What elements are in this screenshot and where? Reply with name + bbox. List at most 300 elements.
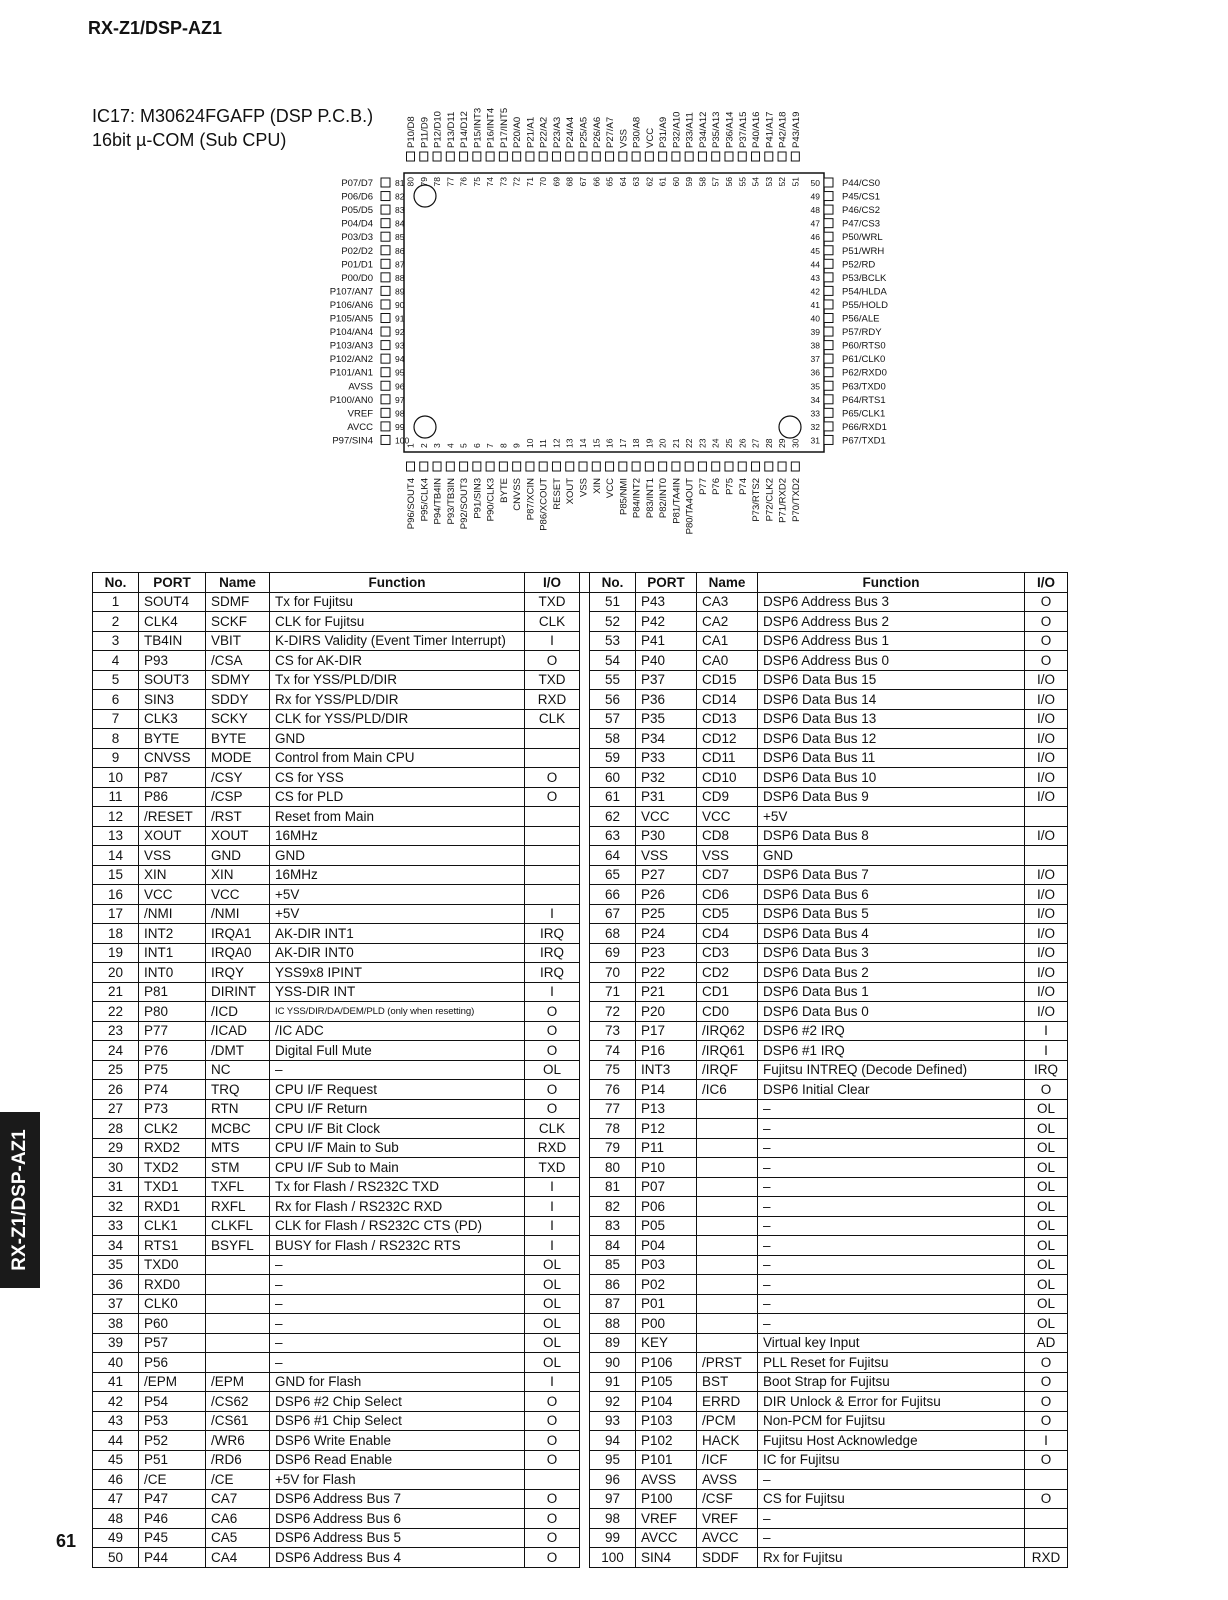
pin-pad <box>592 462 600 471</box>
pin-io: I/O <box>1025 787 1068 807</box>
pin-name: /NMI <box>206 904 270 924</box>
pin-name <box>206 1275 270 1295</box>
pin-pad <box>824 192 833 201</box>
pin-number: 55 <box>590 670 636 690</box>
pin-function: DSP6 Data Bus 9 <box>758 787 1025 807</box>
col-header-function: Function <box>270 573 525 593</box>
pin-number: 44 <box>810 259 820 270</box>
pin-function: CPU I/F Request <box>270 1080 525 1100</box>
pin-number: 63 <box>631 177 642 187</box>
pin-function: – <box>758 1158 1025 1178</box>
pin-io: I <box>525 904 580 924</box>
pin-number: 50 <box>810 178 820 188</box>
pin-io: OL <box>1025 1197 1068 1217</box>
pin-function: DSP6 Address Bus 2 <box>758 612 1025 632</box>
pin-pad <box>420 462 428 471</box>
table-row <box>93 1138 1068 1158</box>
pin-number: 62 <box>590 807 636 827</box>
pin-io: O <box>1025 1392 1068 1412</box>
pin-pad <box>592 152 600 161</box>
pin-number: 18 <box>93 924 139 944</box>
table-row <box>93 651 1068 671</box>
pin-name: VCC <box>206 885 270 905</box>
pin-name: CD10 <box>697 768 758 788</box>
pin-name: CA1 <box>697 631 758 651</box>
pin-port: P01 <box>636 1294 697 1314</box>
table-row <box>93 1197 1068 1217</box>
pin-name: CD0 <box>697 1002 758 1022</box>
pin-number: 94 <box>590 1431 636 1451</box>
pin-label-top: P36/A14 <box>724 111 736 148</box>
pin-number: 15 <box>93 865 139 885</box>
pin-name: CD12 <box>697 729 758 749</box>
pin-io: I/O <box>1025 748 1068 768</box>
table-row <box>93 1431 1068 1451</box>
pin-number: 53 <box>763 177 774 187</box>
pin-label-bottom: P76 <box>711 478 723 495</box>
pin-pad <box>632 462 640 471</box>
pin-number: 59 <box>684 177 695 187</box>
pin-io: IRQ <box>1025 1060 1068 1080</box>
pin-io: RXD <box>1025 1548 1068 1568</box>
pin-function-table <box>92 572 1068 1568</box>
pin-number: 39 <box>93 1333 139 1353</box>
pin-name <box>697 1177 758 1197</box>
pin-io: IRQ <box>525 924 580 944</box>
pin-function: CLK for YSS/PLD/DIR <box>270 709 525 729</box>
column-gap <box>580 670 590 690</box>
pin-pad <box>526 152 534 161</box>
pin-io: I <box>525 1197 580 1217</box>
pin-function: GND <box>758 846 1025 866</box>
pin-port: AVSS <box>636 1470 697 1490</box>
pin-number: 61 <box>657 177 668 187</box>
pin-number: 5 <box>458 443 469 448</box>
pin-function: CS for PLD <box>270 787 525 807</box>
pin-function: +5V <box>758 807 1025 827</box>
pin-name: CA3 <box>697 592 758 612</box>
pin-port: P43 <box>636 592 697 612</box>
pin-port: P10 <box>636 1158 697 1178</box>
pin-pad <box>824 286 833 295</box>
pin-label-left: P04/D4 <box>341 218 373 230</box>
pin-label-top: P43/A19 <box>790 111 802 148</box>
pin-number: 70 <box>538 177 549 187</box>
table-row <box>93 885 1068 905</box>
pin-label-top: VCC <box>644 127 656 148</box>
pin-name: /RD6 <box>206 1450 270 1470</box>
pin-label-left: P103/AN3 <box>329 340 373 352</box>
pin-label-bottom: P83/INT1 <box>644 478 656 519</box>
pin-number: 18 <box>631 438 642 448</box>
pin-name <box>697 1275 758 1295</box>
pin-number: 8 <box>498 443 509 448</box>
pin-function: DSP6 Data Bus 8 <box>758 826 1025 846</box>
pin-io: I <box>525 1177 580 1197</box>
col-header-io: I/O <box>525 573 580 593</box>
table-header-row <box>93 573 1068 593</box>
pin-number: 96 <box>590 1470 636 1490</box>
pin-name: /EPM <box>206 1372 270 1392</box>
pin-port: SIN4 <box>636 1548 697 1568</box>
pin-label-top: P25/A5 <box>578 116 590 148</box>
pin-port: CLK0 <box>139 1294 206 1314</box>
pin-label-left: P102/AN2 <box>329 354 373 366</box>
pin-function: +5V <box>270 904 525 924</box>
pin-name: CD9 <box>697 787 758 807</box>
pin-name: MODE <box>206 748 270 768</box>
pin-pad <box>381 354 390 363</box>
pin-pad <box>738 462 746 471</box>
table-row <box>93 865 1068 885</box>
pin-io: O <box>525 1431 580 1451</box>
pin-function: CS for YSS <box>270 768 525 788</box>
column-gap <box>580 1411 590 1431</box>
table-row <box>93 748 1068 768</box>
pin-number: 37 <box>810 354 820 365</box>
pin-label-bottom: P77 <box>697 478 709 495</box>
pin-pad <box>381 205 390 214</box>
pin-port: VCC <box>139 885 206 905</box>
pin-number: 93 <box>395 340 405 351</box>
pin-io: OL <box>1025 1314 1068 1334</box>
pin-number: 64 <box>617 177 628 187</box>
pin-name <box>697 1216 758 1236</box>
pin-number: 47 <box>810 218 820 229</box>
pin-port: P103 <box>636 1411 697 1431</box>
pin-name: /WR6 <box>206 1431 270 1451</box>
pin-label-right: P53/BCLK <box>842 272 887 284</box>
pin-function: CLK for Flash / RS232C CTS (PD) <box>270 1216 525 1236</box>
table-row <box>93 982 1068 1002</box>
pin-function: /IC ADC <box>270 1021 525 1041</box>
pin-label-right: P44/CS0 <box>842 178 881 189</box>
pin-pad <box>499 462 507 471</box>
pin-io: I/O <box>1025 963 1068 983</box>
pin-port: P25 <box>636 904 697 924</box>
pin-function: Control from Main CPU <box>270 748 525 768</box>
pin-name: CD14 <box>697 690 758 710</box>
pin-number: 63 <box>590 826 636 846</box>
pin-function: Rx for YSS/PLD/DIR <box>270 690 525 710</box>
pin-function: DSP6 Data Bus 2 <box>758 963 1025 983</box>
column-gap <box>580 1060 590 1080</box>
pin-name: BYTE <box>206 729 270 749</box>
pin-io: OL <box>525 1255 580 1275</box>
pin-label-top: VSS <box>618 128 630 148</box>
table-row <box>93 1392 1068 1412</box>
pin-number: 23 <box>93 1021 139 1041</box>
pin-pad <box>381 192 390 201</box>
table-row <box>93 1177 1068 1197</box>
col-header-no: No. <box>590 573 636 593</box>
column-gap <box>580 846 590 866</box>
pin-number: 93 <box>590 1411 636 1431</box>
pin-pad <box>566 152 574 161</box>
pin-io: O <box>1025 1489 1068 1509</box>
pin-number: 94 <box>395 354 405 365</box>
pin-label-top: P12/D10 <box>432 111 444 148</box>
pin-name: /RST <box>206 807 270 827</box>
pin-label-bottom: BYTE <box>498 478 510 503</box>
pin-number: 92 <box>590 1392 636 1412</box>
pin-function: DSP6 Data Bus 3 <box>758 943 1025 963</box>
pin-label-bottom: P91/SIN3 <box>472 478 484 519</box>
pin-io: O <box>525 1099 580 1119</box>
pin-number: 51 <box>790 177 801 187</box>
pin-name: SDMY <box>206 670 270 690</box>
column-gap <box>580 1002 590 1022</box>
pin-name: NC <box>206 1060 270 1080</box>
pin-function: Tx for Flash / RS232C TXD <box>270 1177 525 1197</box>
pin-number: 56 <box>723 177 734 187</box>
pin-io <box>1025 1509 1068 1529</box>
pin-number: 73 <box>498 177 509 187</box>
pin-io: I <box>525 1216 580 1236</box>
pin-name: ERRD <box>697 1392 758 1412</box>
table-row <box>93 1236 1068 1256</box>
pin-function: CPU I/F Sub to Main <box>270 1158 525 1178</box>
pin-io: I/O <box>1025 729 1068 749</box>
pin-port: P11 <box>636 1138 697 1158</box>
pin-name: /CS62 <box>206 1392 270 1412</box>
pin-port: P56 <box>139 1353 206 1373</box>
pin-number: 40 <box>810 313 820 324</box>
table-row <box>93 1002 1068 1022</box>
pin-number: 80 <box>590 1158 636 1178</box>
pin-function: Tx for YSS/PLD/DIR <box>270 670 525 690</box>
table-body <box>93 592 1068 1567</box>
pin-function: DSP6 Data Bus 13 <box>758 709 1025 729</box>
pin-name: /IRQ61 <box>697 1041 758 1061</box>
pin-function: – <box>270 1353 525 1373</box>
pin-number: 55 <box>737 177 748 187</box>
pin-port: P23 <box>636 943 697 963</box>
pin-function: DSP6 Data Bus 5 <box>758 904 1025 924</box>
table-row <box>93 1470 1068 1490</box>
pin-port: P100 <box>636 1489 697 1509</box>
pin-number: 90 <box>395 299 405 310</box>
pin-pad <box>526 462 534 471</box>
pin-number: 100 <box>590 1548 636 1568</box>
column-gap <box>580 1197 590 1217</box>
pin-port: P14 <box>636 1080 697 1100</box>
pin-pad <box>645 152 653 161</box>
side-tab <box>0 1112 40 1288</box>
pin-port: CLK3 <box>139 709 206 729</box>
pin-port: RXD0 <box>139 1275 206 1295</box>
pin-label-right: P52/RD <box>842 259 876 271</box>
pin-port: INT3 <box>636 1060 697 1080</box>
pin-io: I/O <box>1025 709 1068 729</box>
pin-number: 88 <box>590 1314 636 1334</box>
pin-number: 90 <box>590 1353 636 1373</box>
pin-label-top: P32/A10 <box>671 111 683 148</box>
pin-label-top: P17/INT5 <box>498 107 510 148</box>
pin-function: – <box>270 1060 525 1080</box>
pin-port: XIN <box>139 865 206 885</box>
pin-name: /ICAD <box>206 1021 270 1041</box>
pin-io: O <box>1025 612 1068 632</box>
pin-port: CLK2 <box>139 1119 206 1139</box>
pin-number: 88 <box>395 272 405 283</box>
pin-name <box>206 1294 270 1314</box>
pin-number: 14 <box>578 438 589 448</box>
pin-function: Fujitsu Host Acknowledge <box>758 1431 1025 1451</box>
pin-function: – <box>758 1255 1025 1275</box>
pin-port: RTS1 <box>139 1236 206 1256</box>
column-gap <box>580 885 590 905</box>
pin-port: P45 <box>139 1528 206 1548</box>
pin-function: – <box>758 1314 1025 1334</box>
pin-port: /CE <box>139 1470 206 1490</box>
pin-io: I/O <box>1025 943 1068 963</box>
pin-function: – <box>758 1275 1025 1295</box>
pin-function: – <box>758 1177 1025 1197</box>
ic-pinout-diagram <box>0 0 1228 560</box>
pin-name: CA5 <box>206 1528 270 1548</box>
pin-port: P81 <box>139 982 206 1002</box>
pin-io: I/O <box>1025 924 1068 944</box>
pin-label-left: P104/AN4 <box>329 327 373 339</box>
pin-number: 14 <box>93 846 139 866</box>
pin-function: DSP6 Initial Clear <box>758 1080 1025 1100</box>
table-row <box>93 1509 1068 1529</box>
pin-number: 78 <box>432 177 443 187</box>
pin-name: /IRQF <box>697 1060 758 1080</box>
pin-number: 16 <box>93 885 139 905</box>
pin-number: 39 <box>810 327 820 338</box>
pin-label-bottom: XOUT <box>565 478 577 505</box>
pin-number: 65 <box>590 865 636 885</box>
pin-number: 17 <box>93 904 139 924</box>
pin-number: 65 <box>604 177 615 187</box>
pin-number: 81 <box>590 1177 636 1197</box>
column-gap <box>580 651 590 671</box>
pin-label-left: VREF <box>347 408 373 420</box>
pin-label-top: P13/D11 <box>445 111 457 148</box>
table-row <box>93 787 1068 807</box>
pin-number: 19 <box>644 438 655 448</box>
pin-pad <box>566 462 574 471</box>
pin-port: RXD1 <box>139 1197 206 1217</box>
pin-label-bottom: P96/SOUT4 <box>406 478 417 530</box>
pin-name: BST <box>697 1372 758 1392</box>
pin-port: P106 <box>636 1353 697 1373</box>
col-header-port: PORT <box>636 573 697 593</box>
pin-io: OL <box>1025 1275 1068 1295</box>
pin-name <box>697 1197 758 1217</box>
pin-pad <box>824 178 833 187</box>
pin-function: DSP6 Data Bus 12 <box>758 729 1025 749</box>
pin-pad <box>381 327 390 336</box>
pin-io <box>1025 846 1068 866</box>
pin-port: P60 <box>139 1314 206 1334</box>
pin-io: I <box>1025 1431 1068 1451</box>
pin-pad <box>433 462 441 471</box>
pin-label-left: P100/AN0 <box>329 394 373 406</box>
pin-label-top: P20/A0 <box>512 116 524 148</box>
pin-number: 60 <box>670 177 681 187</box>
pin-port: CLK1 <box>139 1216 206 1236</box>
pin-number: 82 <box>590 1197 636 1217</box>
pin-function: DSP6 #2 Chip Select <box>270 1392 525 1412</box>
pin-io: I <box>1025 1021 1068 1041</box>
pin-function: DSP6 Address Bus 6 <box>270 1509 525 1529</box>
pin-label-right: P57/RDY <box>842 327 882 339</box>
pin-function: – <box>758 1294 1025 1314</box>
pin-number: 87 <box>590 1294 636 1314</box>
pin-function: CLK for Fujitsu <box>270 612 525 632</box>
pin-function: DSP6 Data Bus 11 <box>758 748 1025 768</box>
pin-io: OL <box>525 1314 580 1334</box>
table-row <box>93 670 1068 690</box>
table-row <box>93 1080 1068 1100</box>
pin-label-left: P06/D6 <box>341 191 373 203</box>
pin-number: 45 <box>93 1450 139 1470</box>
pin-io <box>1025 1470 1068 1490</box>
pin-number: 24 <box>93 1041 139 1061</box>
pin-name: /CS61 <box>206 1411 270 1431</box>
pin-port: P40 <box>636 651 697 671</box>
pin-name: CD1 <box>697 982 758 1002</box>
pin-number: 49 <box>93 1528 139 1548</box>
pin-number: 84 <box>590 1236 636 1256</box>
pin-pad <box>381 368 390 377</box>
pin-number: 32 <box>93 1197 139 1217</box>
pin-label-left: P105/AN5 <box>329 313 373 325</box>
pin-io: OL <box>1025 1216 1068 1236</box>
pin-function: Tx for Fujitsu <box>270 592 525 612</box>
column-gap <box>580 1158 590 1178</box>
column-gap <box>580 1509 590 1529</box>
page-header-title: RX-Z1/DSP-AZ1 <box>88 18 223 38</box>
pin-number: 22 <box>93 1002 139 1022</box>
pin-pad <box>381 246 390 255</box>
pin-label-left: P00/D0 <box>341 272 373 284</box>
pin-number: 73 <box>590 1021 636 1041</box>
col-header-function: Function <box>758 573 1025 593</box>
pin-name: CD5 <box>697 904 758 924</box>
pin-label-top: P23/A3 <box>551 116 563 148</box>
pin-number: 75 <box>590 1060 636 1080</box>
pin-pad <box>824 368 833 377</box>
pin-pad <box>473 152 481 161</box>
pin-io: CLK <box>525 1119 580 1139</box>
pin-function: – <box>270 1275 525 1295</box>
table-row <box>93 1041 1068 1061</box>
pin-port: KEY <box>636 1333 697 1353</box>
pin-function: DSP6 Data Bus 1 <box>758 982 1025 1002</box>
pin-function: DSP6 #2 IRQ <box>758 1021 1025 1041</box>
pin-number: 92 <box>395 327 405 338</box>
pin-function: DSP6 Data Bus 4 <box>758 924 1025 944</box>
pin-pad <box>698 462 706 471</box>
pin-name: GND <box>206 846 270 866</box>
pin-function: DSP6 #1 IRQ <box>758 1041 1025 1061</box>
column-gap <box>580 943 590 963</box>
pin-name: CA2 <box>697 612 758 632</box>
pin-port: /RESET <box>139 807 206 827</box>
pin-function: – <box>758 1528 1025 1548</box>
pin-label-top: P35/A13 <box>711 111 723 148</box>
pin-function: CPU I/F Bit Clock <box>270 1119 525 1139</box>
pin-io: I <box>525 1372 580 1392</box>
pin-label-bottom: VSS <box>578 478 590 498</box>
pin-port: TXD0 <box>139 1255 206 1275</box>
pin-name: /PCM <box>697 1411 758 1431</box>
pin-name: CD13 <box>697 709 758 729</box>
